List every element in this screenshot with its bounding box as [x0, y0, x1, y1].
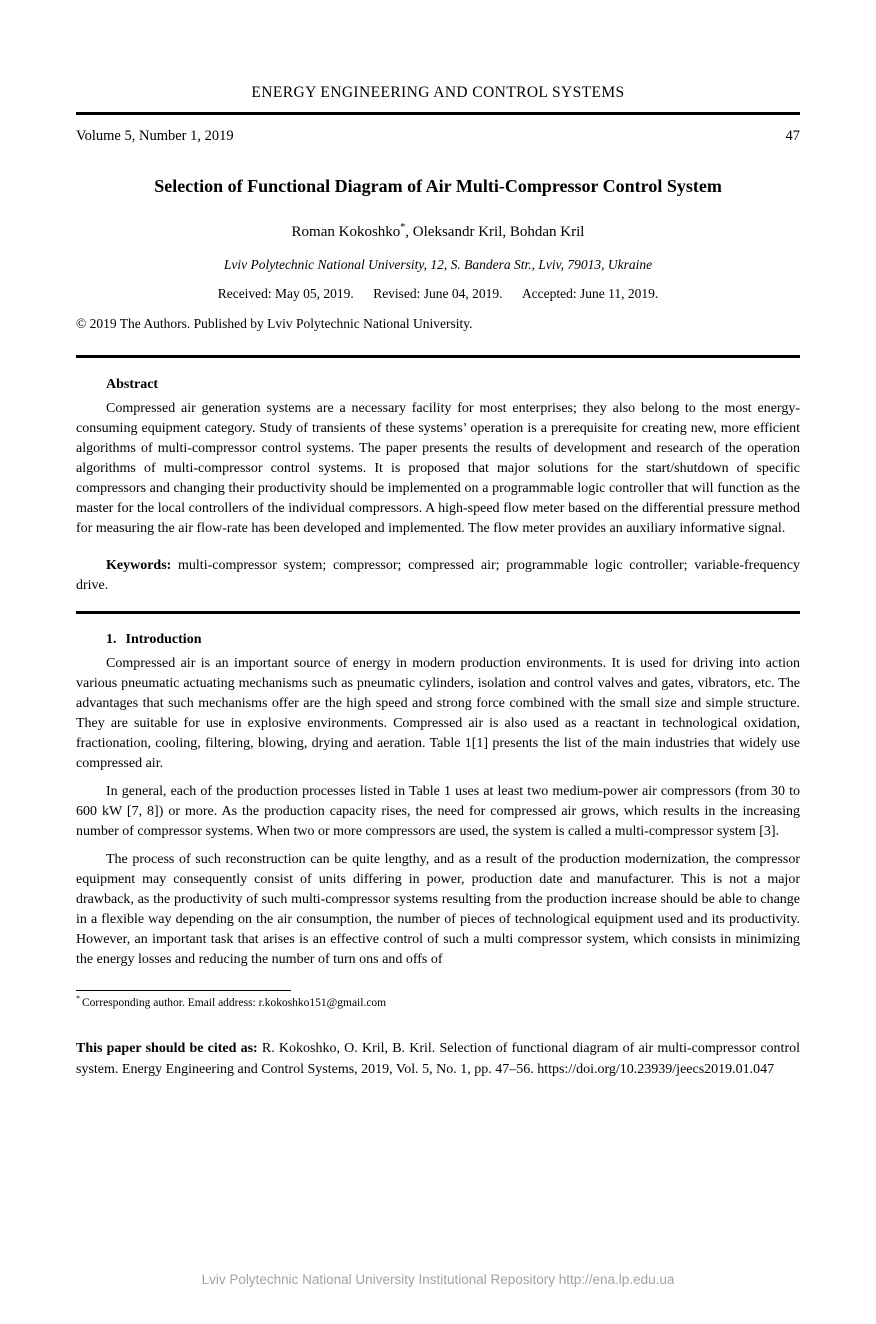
paper-page — [0, 84, 876, 1324]
abstract-heading: Abstract — [106, 377, 159, 392]
revised-date: Revised: June 04, 2019. — [373, 286, 503, 301]
introduction-top-rule — [76, 611, 800, 614]
copyright-line: © 2019 The Authors. Published by Lviv Polytechnic National University. — [76, 316, 473, 331]
affiliation-line: Lviv Polytechnic National University, 12, S. Bandera Str., Lviv, 79013, Ukraine — [223, 257, 653, 272]
volume-line: Volume 5, Number 1, 2019 — [76, 128, 234, 144]
keywords-label: Keywords: — [106, 558, 172, 573]
corresponding-author-asterisk: * — [400, 222, 406, 233]
authors-line — [76, 224, 800, 241]
abstract-top-rule — [76, 355, 800, 358]
received-date: Received: May 05, 2019. — [217, 286, 354, 301]
volume-row — [76, 128, 800, 145]
page-number: 47 — [785, 128, 800, 144]
introduction-paragraph-2: In general, each of the production processes listed in Table 1 uses at least two medium-power air compressors (from 30 to 600 kW [7, 8]) or more. As the production capacity rises, the need for compressed air grows, which results in the increasing number of compressor systems. When two or more compressors are used, the system is called a multi-compressor system [3]. — [76, 784, 800, 839]
header-rule — [76, 112, 800, 115]
paper-title: Selection of Functional Diagram of Air Multi-Compressor Control System — [154, 176, 722, 196]
footnote-text: Corresponding author. Email address: r.kokoshko151@gmail.com — [82, 997, 387, 1009]
dates-line — [76, 286, 800, 302]
journal-name: ENERGY ENGINEERING AND CONTROL SYSTEMS — [251, 84, 625, 101]
footnote — [76, 994, 800, 1009]
introduction-paragraph-1: Compressed air is an important source of energy in modern production environments. It is used for driving into action various pneumatic actuating mechanisms such as pneumatic cylinders, isolation and control valves and gates, vibrators, etc. The advantages that such mechanisms offer are the high speed and strong force combined with the small size and simple structure. They are suitable for use in explosive environments. Compressed air is also used as a reactant in technological oxidation, fractionation, cooling, filtering, blowing, drying and aeration. Table 1[1] presents the list of the main industries that widely use compressed air. — [76, 656, 800, 771]
citation-label: This paper should be cited as: — [76, 1041, 258, 1056]
footnote-marker: * — [76, 994, 80, 1004]
repository-footer: Lviv Polytechnic National University Institutional Repository http://ena.lp.edu.ua — [201, 1272, 675, 1287]
introduction-heading-text: Introduction — [125, 632, 202, 647]
citation-text: R. Kokoshko, O. Kril, B. Kril. Selection of functional diagram of air multi-compressor control system. Energy Engineering and Control Systems, 2019, Vol. 5, No. 1, pp. 47–56. https://doi.org/10.23939/jeecs2019.01.047 — [76, 1041, 800, 1077]
introduction-heading-number: 1. — [106, 632, 117, 647]
author-name-first: Roman Kokoshko — [291, 224, 401, 240]
introduction-paragraph-3: The process of such reconstruction can be quite lengthy, and as a result of the production modernization, the compressor equipment may consequently consist of units differing in power, production date and manufacturer. This is not a major drawback, as the productivity of such multi-compressor systems resulting from the production increase should be able to change in a flexible way depending on the air consumption, the number of pieces of technological equipment used and its productivity. However, an important task that arises is an effective control of such a multi compressor system, which consists in minimizing the energy losses and reducing the number of turn ons and offs of — [76, 852, 800, 967]
introduction-heading — [76, 632, 800, 648]
authors-rest: , Oleksandr Kril, Bohdan Kril — [405, 224, 585, 240]
footnote-separator-rule — [76, 990, 291, 991]
citation-paragraph — [76, 1038, 800, 1080]
accepted-date: Accepted: June 11, 2019. — [521, 286, 659, 301]
abstract-body: Compressed air generation systems are a necessary facility for most enterprises; they also belong to the most energy-consuming equipment category. Study of transients of these systems’ operation is a prerequisite for creating new, more efficient algorithms of multi-compressor control systems. The paper presents the results of development and research of the operation algorithms of multi-compressor control systems. It is proposed that major solutions for the start/shutdown of specific compressors and changing their productivity should be implemented on a programmable logic controller that will function as the master for the local controllers of the individual compressors. A high-speed flow meter based on the differential pressure method for measuring the air flow-rate has been developed and implemented. The flow meter provides an auxiliary informative signal. — [76, 401, 800, 536]
keywords-paragraph — [76, 556, 800, 596]
keywords-text: multi-compressor system; compressor; compressed air; programmable logic controller; variable-frequency drive. — [76, 558, 800, 593]
